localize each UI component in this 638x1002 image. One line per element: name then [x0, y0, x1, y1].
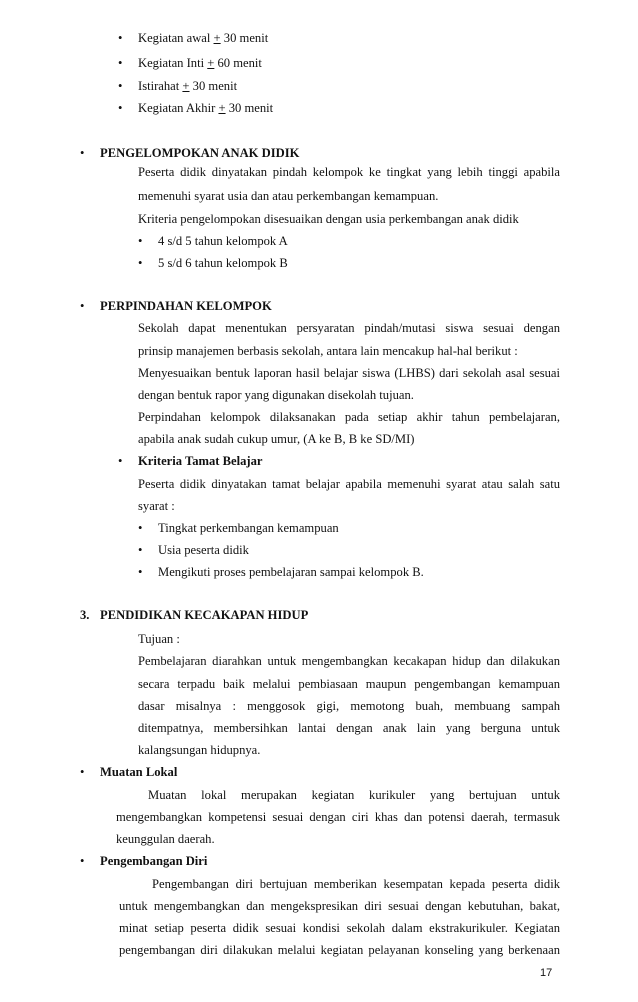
bullet: • — [138, 234, 143, 248]
paragraph-line: kalangsungan hidupnya. — [138, 743, 261, 757]
bullet: • — [138, 565, 143, 579]
paragraph-line: prinsip manajemen berbasis sekolah, antara lain mencakup hal-hal berikut : — [138, 344, 518, 358]
section-heading: PENDIDIKAN KECAKAPAN HIDUP — [100, 608, 309, 622]
paragraph-line: keunggulan daerah. — [116, 832, 215, 846]
bullet: • — [80, 299, 85, 313]
list-item: Kegiatan awal + 30 menit — [138, 31, 269, 45]
paragraph-line: dasar misalnya : menggosok gigi, memotong buah, membuang sampah — [138, 699, 560, 713]
bullet: • — [118, 101, 123, 115]
bullet: • — [80, 854, 85, 868]
paragraph-line: Perpindahan kelompok dilaksanakan pada setiap akhir tahun pembelajaran, — [138, 410, 560, 424]
bullet: • — [138, 256, 143, 270]
bullet: • — [118, 79, 123, 93]
paragraph-line: Kriteria pengelompokan disesuaikan dengan usia perkembangan anak didik — [138, 212, 519, 226]
paragraph-line: syarat : — [138, 499, 175, 513]
paragraph-line: untuk mengembangkan dan mengekspresikan diri sesuai dengan kebutuhan, bakat, — [119, 899, 560, 913]
paragraph-line: secara terpadu baik melalui pembiasaan maupun pengembangan kemampuan — [138, 677, 560, 691]
paragraph-line: pengembangan diri dilakukan melalui kegiatan pelayanan konseling yang berkenaan — [119, 943, 560, 957]
list-item: Mengikuti proses pembelajaran sampai kelompok B. — [158, 565, 424, 579]
bullet: • — [80, 146, 85, 160]
paragraph-line: apabila anak sudah cukup umur, (A ke B, B ke SD/MI) — [138, 432, 415, 446]
list-item: 4 s/d 5 tahun kelompok A — [158, 234, 288, 248]
paragraph-line: Muatan lokal merupakan kegiatan kurikuler yang bertujuan untuk — [148, 788, 560, 802]
bullet: • — [118, 56, 123, 70]
list-item: Istirahat + 30 menit — [138, 79, 238, 93]
bullet: • — [138, 521, 143, 535]
bullet: • — [118, 454, 123, 468]
paragraph-line: Peserta didik dinyatakan tamat belajar apabila memenuhi syarat atau salah satu — [138, 477, 560, 491]
paragraph-line: Peserta didik dinyatakan pindah kelompok ke tingkat yang lebih tinggi apabila — [138, 165, 560, 179]
section-number: 3. — [80, 608, 90, 622]
paragraph-line: minat setiap peserta didik sesuai kondisi sekolah dalam ekstrakurikuler. Kegiatan — [119, 921, 560, 935]
list-item: Tingkat perkembangan kemampuan — [158, 521, 339, 535]
section-heading: PERPINDAHAN KELOMPOK — [100, 299, 272, 313]
paragraph-line: ditempatnya, membersihkan lantai dengan anak lain yang berguna untuk — [138, 721, 560, 735]
paragraph-line: Sekolah dapat menentukan persyaratan pindah/mutasi siswa sesuai dengan — [138, 321, 560, 335]
list-item: Kegiatan Akhir + 30 menit — [138, 101, 274, 115]
section-heading: Pengembangan Diri — [100, 854, 208, 868]
paragraph-line: mengembangkan kompetensi sesuai dengan ciri khas dan potensi daerah, termasuk — [116, 810, 560, 824]
list-item: Kegiatan Inti + 60 menit — [138, 56, 262, 70]
paragraph-line: Pengembangan diri bertujuan memberikan kesempatan kepada peserta didik — [152, 877, 560, 891]
list-item: 5 s/d 6 tahun kelompok B — [158, 256, 288, 270]
bullet: • — [118, 31, 123, 45]
paragraph-line: dengan bentuk rapor yang digunakan disekolah tujuan. — [138, 388, 414, 402]
list-item: Usia peserta didik — [158, 543, 249, 557]
paragraph-line: Menyesuaikan bentuk laporan hasil belajar siswa (LHBS) dari sekolah asal sesuai — [138, 366, 560, 380]
sub-heading: Kriteria Tamat Belajar — [138, 454, 263, 468]
paragraph-line: Pembelajaran diarahkan untuk mengembangkan kecakapan hidup dan dilakukan — [138, 654, 560, 668]
paragraph-line: Tujuan : — [138, 632, 180, 646]
paragraph-line: memenuhi syarat usia dan atau perkembangan kemampuan. — [138, 189, 439, 203]
bullet: • — [80, 765, 85, 779]
page-number: 17 — [540, 967, 553, 979]
bullet: • — [138, 543, 143, 557]
section-heading: Muatan Lokal — [100, 765, 178, 779]
section-heading: PENGELOMPOKAN ANAK DIDIK — [100, 146, 300, 160]
